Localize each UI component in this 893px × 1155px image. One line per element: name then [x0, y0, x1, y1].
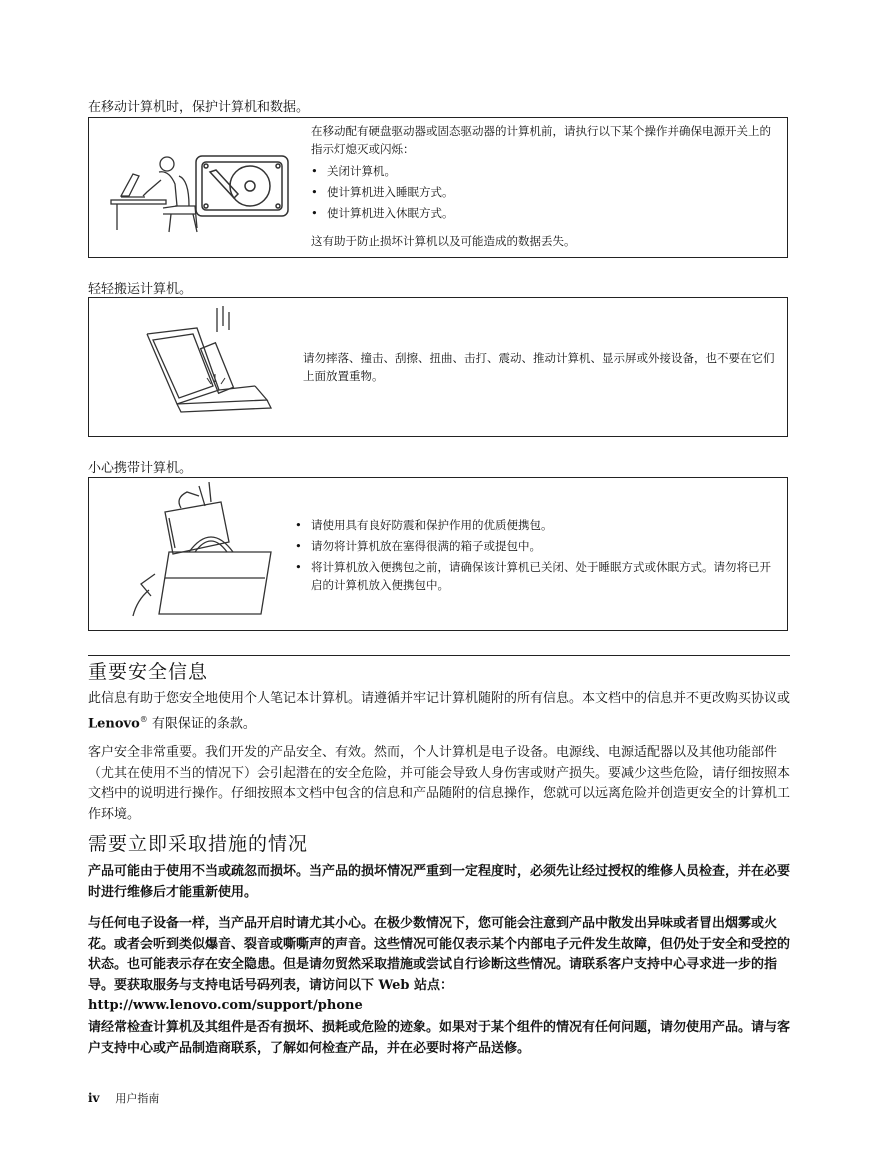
hard-drive-icon — [194, 154, 290, 218]
moving-instructions — [311, 122, 771, 250]
section-heading-handling: 轻轻搬运计算机。 — [88, 282, 193, 297]
carrying-box — [88, 477, 788, 631]
brand-name: Lenovo — [88, 715, 140, 731]
registered-mark: ® — [139, 714, 148, 724]
important-para-1-text: 此信息有助于您安全地使用个人笔记本计算机。请遵循并牢记计算机随附的所有信息。本文档中的信息并不更改购买协议或 — [88, 691, 791, 706]
page-footer — [88, 1090, 159, 1106]
handling-text: 请勿摔落、撞击、刮擦、扭曲、击打、震动、推动计算机、显示屏或外接设备，也不要在它们上面放置重物。 — [303, 351, 775, 383]
list-item: • 使计算机进入睡眠方式。 — [311, 183, 771, 201]
immediate-action-title: 需要立即采取措施的情况 — [88, 833, 309, 855]
section-heading-moving: 在移动计算机时，保护计算机和数据。 — [88, 100, 310, 115]
immediate-para-1: 产品可能由于使用不当或疏忽而损坏。当产品的损坏情况严重到一定程度时，必须先让经过授权的维修人员检查，并在必要时进行维修后才能重新使用。 — [88, 864, 791, 900]
list-item: • 关闭计算机。 — [311, 162, 771, 180]
important-safety-title: 重要安全信息 — [88, 661, 209, 683]
important-para-1 — [88, 689, 790, 734]
immediate-para-2 — [88, 914, 790, 1017]
moving-note: 这有助于防止损坏计算机以及可能造成的数据丢失。 — [311, 234, 576, 248]
section-divider — [88, 655, 790, 656]
important-para-1-tail: 有限保证的条款。 — [147, 715, 256, 731]
moving-intro: 在移动配有硬盘驱动器或固态驱动器的计算机前，请执行以下某个操作并确保电源开关上的指示灯熄灭或闪烁： — [311, 124, 771, 156]
laptop-bag-illustration — [129, 482, 279, 622]
list-item: • 使计算机进入休眠方式。 — [311, 204, 771, 222]
document-title: 用户指南 — [115, 1092, 160, 1105]
gentle-handling-box — [88, 297, 788, 437]
list-item: • 请使用具有良好防震和保护作用的优质便携包。 — [295, 516, 781, 534]
support-url: http://www.lenovo.com/support/phone — [88, 998, 363, 1013]
list-item: • 请勿将计算机放在塞得很满的箱子或提包中。 — [295, 537, 781, 555]
moving-computer-box — [88, 117, 788, 258]
page-number: iv — [88, 1091, 100, 1105]
list-item: • 将计算机放入便携包之前，请确保该计算机已关闭、处于睡眠方式或休眠方式。请勿将已开启的计算机放入便携包中。 — [295, 558, 781, 594]
immediate-para-3: 请经常检查计算机及其组件是否有损坏、损耗或危险的迹象。如果对于某个组件的情况有任何问题，请勿使用产品。请与客户支持中心或产品制造商联系，了解如何检查产品，并在必要时将产品送修。 — [88, 1020, 791, 1056]
section-heading-carrying: 小心携带计算机。 — [88, 461, 193, 476]
laptop-impact-illustration — [137, 304, 287, 424]
immediate-para-2-text: 与任何电子设备一样，当产品开启时请尤其小心。在极少数情况下，您可能会注意到产品中散发出异味或者冒出烟雾或火花。或者会听到类似爆音、裂音或嘶嘶声的声音。这些情况可能仅表示某个内部电子元件发生故障，但仍处于安全和受控的状态。也可能表示存在安全隐患。但是请勿贸然采取措施或尝试自行诊断这些情况。请联系客户支持中心寻求进一步的指导。要获取服务与支持电话号码列表，请访问以下 Web 站点： — [88, 916, 791, 993]
important-para-2: 客户安全非常重要。我们开发的产品安全、有效。然而，个人计算机是电子设备。电源线、电源适配器以及其他功能部件（尤其在使用不当的情况下）会引起潜在的安全危险，并可能会导致人身伤害或财产损失。要减少这些危险，请仔细按照本文档中的说明进行操作。仔细按照本文档中包含的信息和产品随附的信息操作，您就可以远离危险并创造更安全的计算机工作环境。 — [88, 745, 791, 822]
carrying-instructions — [295, 516, 781, 594]
